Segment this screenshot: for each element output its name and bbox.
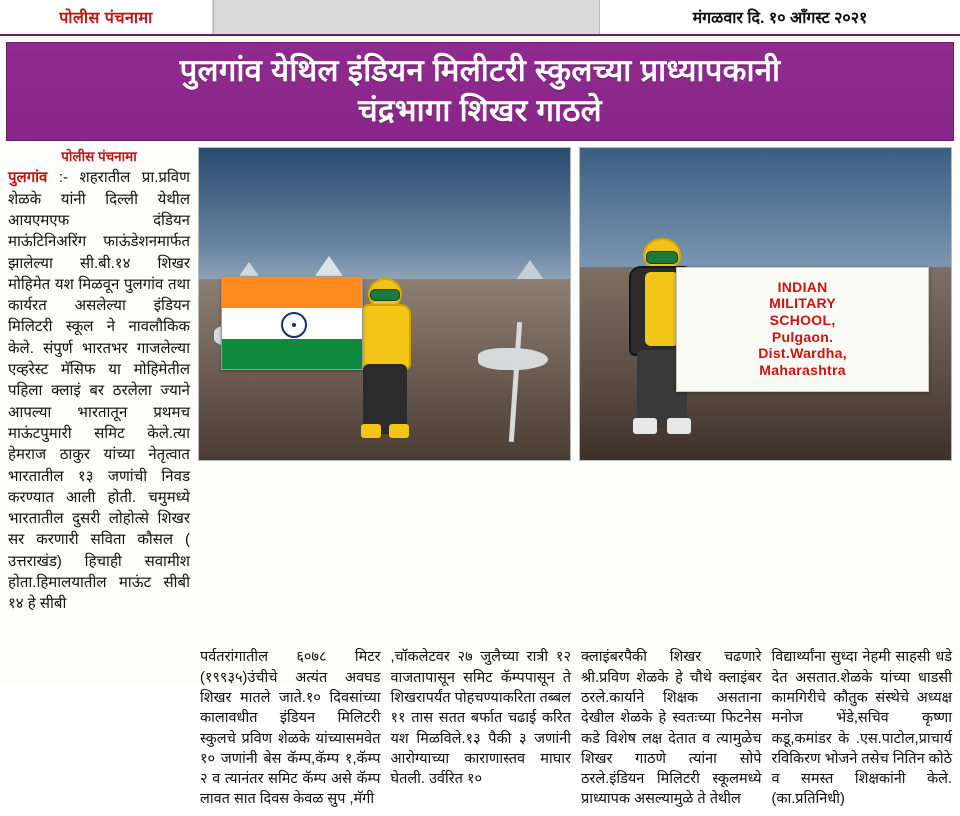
headline-band <box>6 42 954 141</box>
section-tag-label: पोलीस पंचनामा <box>59 10 153 27</box>
reporter-credit: (का.प्रतिनिधी) <box>771 791 845 808</box>
headline-line-2: चंद्रभागा शिखर गाठले <box>358 92 602 128</box>
banner-line-6: Maharashtra <box>759 362 846 379</box>
article-top <box>0 141 960 643</box>
indian-flag <box>221 276 363 370</box>
article-body-columns <box>0 643 960 815</box>
banner-line-5: Dist.Wardha, <box>758 345 847 362</box>
climber-boot-right <box>389 424 409 438</box>
dateline-place: पुलगांव <box>8 169 48 187</box>
climber-goggles <box>370 289 400 301</box>
climber-goggles-2 <box>646 251 678 264</box>
climber-boot-left-2 <box>633 418 657 434</box>
ashoka-chakra-icon <box>281 312 307 338</box>
body-column-1: पर्वतरांगातील ६०७८ मिटर (१९९३५)उंचीचे अत्यंत अवघड शिखर मातले जाते.१० दिवसांच्या कालावधीत इंडियन मिलिटरी स्कुलचे प्रविण शेळके यांच्यासमवेत १० जणांनी बेस कॅम्प,कॅम्प १,कॅम्प २ व त्यानंतर समिट कॅम्प असे कॅम्प लावत सात दिवस केवळ सुप ,मॅगी <box>200 649 381 808</box>
banner-line-4: Pulgaon. <box>771 328 834 345</box>
lead-text: :- शहरातील प्रा.प्रविण शेळके यांनी दिल्ली येथील आयएमएफ दंडियन माऊंटिनिअरिंग फाऊंडेशनमार्फत झालेल्या सी.बी.१४ शिखर मोहिमेत यश मिळवून पुलगांव तथा कार्यरत असलेल्या इंडियन मिलिटरी स्कूल ने नावलौकिक केले. संपुर्ण भारतभर गाजलेल्या एव्हरेस्ट मॅसिफ या मोहिमेतील पहिला क्लाइं बर ठरलेला ज्याने आपल्या भारतातून प्रथमच माऊंटपुमारी समिट केले.त्या हेमराज ठाकुर यांच्या नेतृत्वात भारतातील १३ जणांची निवड करण्यात आली होती. चमुमध्ये भारतातील दुसरी लोहोत्से शिखर सर करणारी सविता कौसल ( उत्तराखंड) हिचाही सवामीश होता.हिमालयातील माऊंट सीबी १४ हे सीबी <box>8 169 190 613</box>
headline-line-1: पुलगांव येथिल इंडियन मिलीटरी स्कुलच्या प्राध्यापकानी <box>179 53 781 88</box>
lead-kicker: पोलीस पंचनामा <box>61 149 137 165</box>
climber-jacket <box>359 304 411 370</box>
body-column-4 <box>772 647 953 809</box>
banner-line-3: SCHOOL, <box>769 312 836 329</box>
flag-white-band <box>222 308 362 339</box>
body-column-4-text: विद्यार्थ्यांना सुध्दा नेहमी साहसी धडे देत असतात.शेळके यांच्या धाडसी कामगिरीचे कौतुक संस्थेचे अध्यक्ष मनोज भेंडे,सचिव कृष्णा कडू,कमांडर के .एस.पाटोल,प्राचार्य रविकिरण भोजने तसेच नितिन कोठे व समस्त शिक्षकांनी केले. <box>771 649 952 788</box>
school-banner <box>676 267 928 392</box>
masthead-spacer <box>213 0 600 34</box>
flag-saffron-band <box>222 277 362 308</box>
climber-boot-right-2 <box>667 418 691 434</box>
photo-climber-with-indian-flag <box>198 147 571 461</box>
climber-vest-2 <box>645 272 679 346</box>
photo-strip <box>198 147 952 643</box>
banner-line-2: MILITARY <box>769 295 837 312</box>
body-column-2: ,चॉकलेटवर २७ जुलैच्या रात्री १२ वाजतापासून समिट कॅम्पपासून ते शिखरापर्यंत पोहचण्याकरिता तब्बल ११ तास सतत बर्फात चढाई करित यश मिळविले.१३ पैकी ३ जणांनी आरोग्याच्या काराणास्तव माघार घेतली. उर्वरित १० <box>390 649 571 788</box>
snow-patch-2 <box>478 348 548 370</box>
body-column-spacer <box>8 647 190 809</box>
masthead-date <box>600 0 960 34</box>
date-label: मंगळवार दि. १० आँगस्ट २०२१ <box>692 10 868 27</box>
lead-paragraph <box>8 167 190 614</box>
masthead <box>0 0 960 36</box>
body-column-3: क्लाइंबरपैकी शिखर चढणारे श्री.प्रविण शेळके हे चौथे क्लाइंबर ठरले.कार्याने शिक्षक असताना देखील शेळके हे स्वतःच्या फिटनेस कडे विशेष लक्ष देतात व त्यामुळेच शिखर गाठणे त्यांना सोपे ठरले.इंडियन मिलिटरी स्कूलमध्ये प्राध्यापक असल्यामुळे ते तेथील <box>581 649 762 808</box>
lead-column <box>8 147 190 643</box>
masthead-section-tag <box>0 0 213 34</box>
flag-green-band <box>222 339 362 370</box>
climber-boot-left <box>361 424 381 438</box>
photo-climber-with-school-banner <box>579 147 952 461</box>
climber-legs <box>363 364 407 434</box>
banner-line-1: INDIAN <box>777 278 828 295</box>
